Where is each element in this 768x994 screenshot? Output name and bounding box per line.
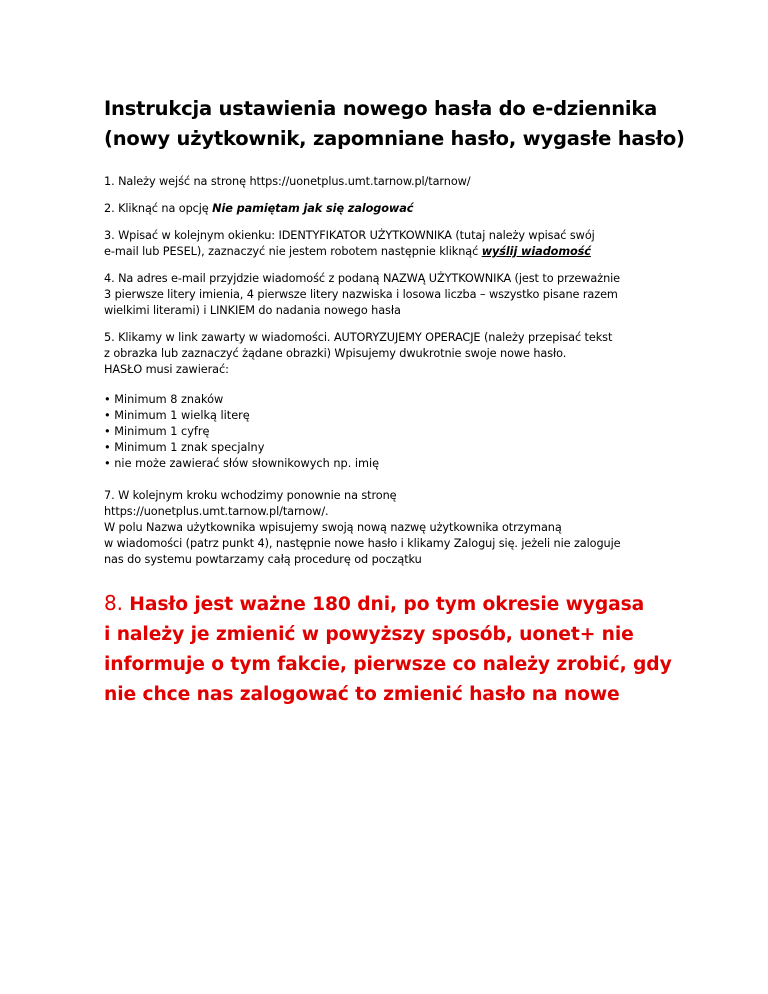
step-5: [104, 330, 694, 378]
step-2-option-name: Nie pamiętam jak się zalogować: [212, 202, 414, 215]
title-line-1: Instrukcja ustawienia nowego hasła do e-dziennika: [104, 97, 658, 120]
title-line-2: (nowy użytkownik, zapomniane hasło, wygasłe hasło): [104, 127, 685, 150]
step-5-line-1: 5. Klikamy w link zawarty w wiadomości. AUTORYZUJEMY OPERACJE (należy przepisać tekst: [104, 331, 613, 344]
step-8-line-4: nie chce nas zalogować to zmienić hasło na nowe: [104, 684, 620, 705]
password-requirements-list: [104, 392, 694, 472]
step-8-line-2: i należy je zmienić w powyższy sposób, uonet+ nie: [104, 624, 634, 645]
step-7-line-5: nas do systemu powtarzamy całą procedurę od początku: [104, 553, 422, 566]
list-item: • Minimum 8 znaków: [104, 392, 694, 408]
step-8-warning: [104, 588, 694, 710]
step-8-line-1: Hasło jest ważne 180 dni, po tym okresie wygasa: [129, 594, 645, 615]
step-7: [104, 488, 694, 568]
step-8-line-3: informuje o tym fakcie, pierwsze co należy zrobić, gdy: [104, 654, 672, 675]
step-3-line-2: e-mail lub PESEL), zaznaczyć nie jestem robotem następnie kliknąć: [104, 245, 482, 258]
step-4: [104, 271, 694, 319]
step-3: [104, 228, 694, 260]
document-title: [104, 94, 694, 154]
list-item: • Minimum 1 znak specjalny: [104, 440, 694, 456]
list-item: • Minimum 1 wielką literę: [104, 408, 694, 424]
list-item: • nie może zawierać słów słownikowych np. imię: [104, 456, 694, 472]
step-2: [104, 201, 694, 217]
step-3-line-1: 3. Wpisać w kolejnym okienku: IDENTYFIKATOR UŻYTKOWNIKA (tutaj należy wpisać swój: [104, 229, 595, 242]
step-4-line-3: wielkimi literami) i LINKIEM do nadania nowego hasła: [104, 304, 401, 317]
step-1: [104, 174, 694, 190]
step-7-line-2: https://uonetplus.umt.tarnow.pl/tarnow/.: [104, 505, 329, 518]
step-5-line-3: HASŁO musi zawierać:: [104, 363, 229, 376]
step-2-text: 2. Kliknąć na opcję: [104, 202, 213, 215]
document-page: [104, 94, 694, 710]
step-1-text: 1. Należy wejść na stronę https://uonetplus.umt.tarnow.pl/tarnow/: [104, 175, 471, 188]
list-item: • Minimum 1 cyfrę: [104, 424, 694, 440]
step-3-button-name: wyślij wiadomość: [481, 245, 591, 258]
step-4-line-1: 4. Na adres e-mail przyjdzie wiadomość z podaną NAZWĄ UŻYTKOWNIKA (jest to przeważnie: [104, 272, 621, 285]
step-4-line-2: 3 pierwsze litery imienia, 4 pierwsze litery nazwiska i losowa liczba – wszystko pisane razem: [104, 288, 618, 301]
step-8-number: 8.: [104, 591, 123, 615]
step-7-line-4: w wiadomości (patrz punkt 4), następnie nowe hasło i klikamy Zaloguj się. jeżeli nie zaloguje: [104, 537, 621, 550]
step-7-line-1: 7. W kolejnym kroku wchodzimy ponownie na stronę: [104, 489, 397, 502]
step-5-line-2: z obrazka lub zaznaczyć żądane obrazki) Wpisujemy dwukrotnie swoje nowe hasło.: [104, 347, 567, 360]
step-7-line-3: W polu Nazwa użytkownika wpisujemy swoją nową nazwę użytkownika otrzymaną: [104, 521, 562, 534]
